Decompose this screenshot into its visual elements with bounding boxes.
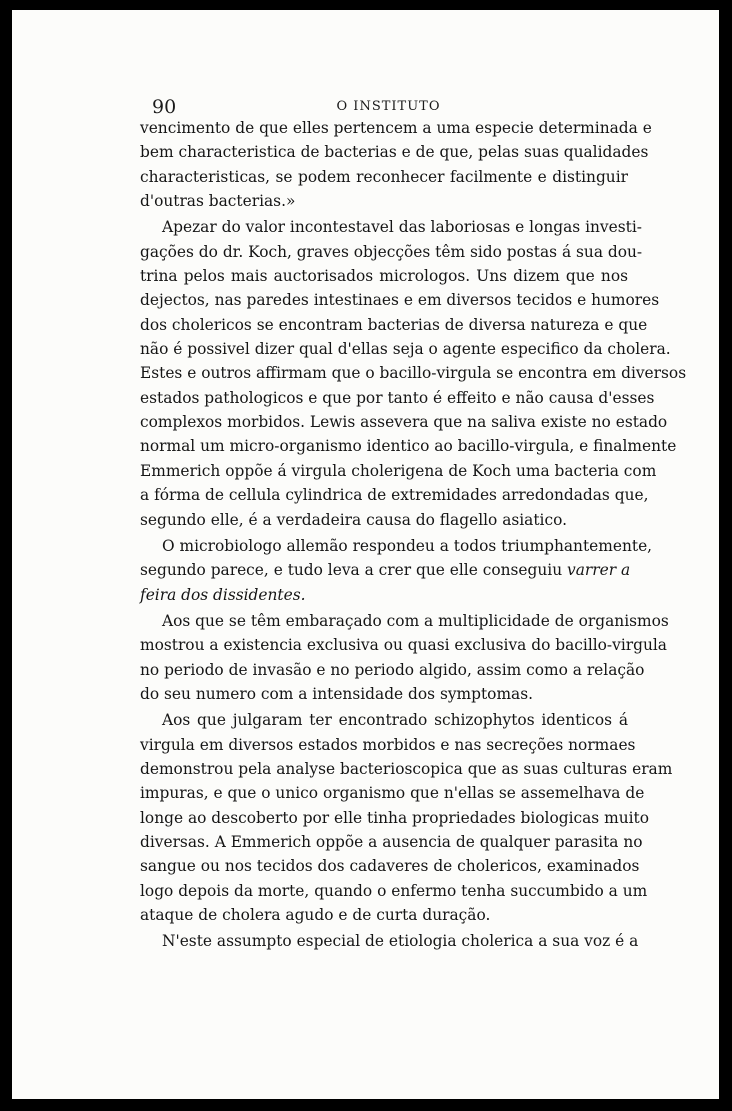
text-line: Estes e outros affirmam que o bacillo-virgula se encontra em diversos (140, 364, 687, 383)
text-line (140, 583, 628, 607)
text-line: logo depois da morte, quando o enfermo tenha succumbido a um (140, 881, 648, 900)
text-line: não é possivel dizer qual d'ellas seja o agente especifico da cholera. (140, 340, 671, 359)
running-title: O INSTITUTO (336, 99, 441, 114)
paragraph-start: O microbiologo allemão respondeu a todos triumphantemente, (162, 536, 653, 555)
text-line: characteristicas, se podem reconhecer facilmente e distinguir (140, 167, 628, 186)
paragraph-start: Aos que se têm embaraçado com a multiplicidade de organismos (162, 611, 669, 630)
text-line: do seu numero com a intensidade dos symptomas. (140, 684, 534, 703)
text-line: bem characteristica de bacterias e de que, pelas suas qualidades (140, 143, 649, 162)
paragraph-start: N'este assumpto especial de etiologia cholerica a sua voz é a (162, 932, 639, 951)
text-line: diversas. A Emmerich oppõe a ausencia de qualquer parasita no (140, 832, 643, 851)
text-line: d'outras bacterias.» (140, 192, 296, 211)
italic-text: feira dos dissidentes. (140, 585, 306, 604)
text-line: complexos morbidos. Lewis assevera que na saliva existe no estado (140, 413, 668, 432)
text-line: impuras, e que o unico organismo que n'ellas se assemelhava de (140, 784, 645, 803)
page-number: 90 (152, 96, 177, 118)
text-line: longe ao descoberto por elle tinha propriedades biologicas muito (140, 808, 649, 827)
text-line: gações do dr. Koch, graves objecções têm sido postas á sua dou- (140, 242, 643, 261)
body-text (140, 116, 687, 954)
paragraph-start: Aos que julgaram ter encontrado schizophytos identicos á (162, 711, 628, 730)
text-line: vencimento de que elles pertencem a uma especie determinada e (140, 119, 652, 137)
text-line: normal um micro-organismo identico ao bacillo-virgula, e finalmente (140, 437, 677, 456)
text-line: sangue ou nos tecidos dos cadaveres de cholericos, examinados (140, 857, 640, 876)
text-segment: segundo parece, e tudo leva a crer que elle conseguiu (140, 561, 563, 580)
paragraph-start: Apezar do valor incontestavel das laboriosas e longas investi- (162, 218, 642, 237)
text-line: trina pelos mais auctorisados micrologos. Uns dizem que nos (140, 267, 628, 286)
text-line (140, 558, 631, 582)
text-line: segundo elle, é a verdadeira causa do flagello asiatico. (140, 510, 567, 529)
text-line: demonstrou pela analyse bacterioscopica que as suas culturas eram (140, 759, 673, 778)
text-line: dejectos, nas paredes intestinaes e em diversos tecidos e humores (140, 291, 660, 310)
text-line: no periodo de invasão e no periodo algido, assim como a relação (140, 660, 645, 679)
text-line: mostrou a existencia exclusiva ou quasi exclusiva do bacillo-virgula (140, 636, 667, 655)
text-line: dos cholericos se encontram bacterias de diversa natureza e que (140, 315, 648, 334)
italic-text: varrer a (567, 561, 631, 580)
text-line: a fórma de cellula cylindrica de extremidades arredondadas que, (140, 486, 649, 505)
text-line: estados pathologicos e que por tanto é effeito e não causa d'esses (140, 388, 655, 407)
text-line: ataque de cholera agudo e de curta duração. (140, 906, 491, 924)
text-line: virgula em diversos estados morbidos e nas secreções normaes (140, 735, 636, 754)
text-line: Emmerich oppõe á virgula cholerigena de Koch uma bacteria com (140, 461, 657, 480)
